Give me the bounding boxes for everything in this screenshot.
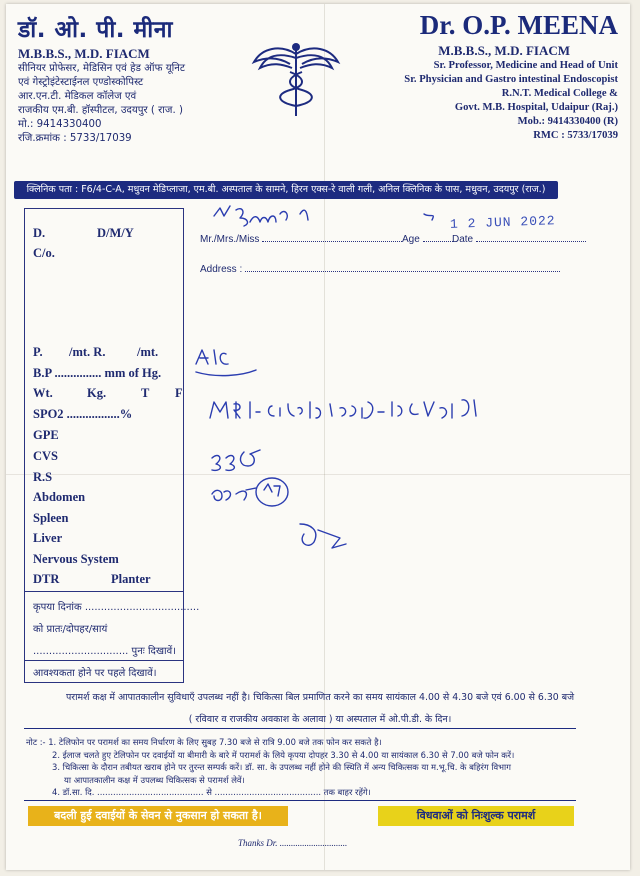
notes-section <box>26 736 576 799</box>
header-english-line: R.N.T. Medical College & <box>501 88 618 99</box>
d-label: D. <box>33 226 46 240</box>
header-hindi-line: मो.: 9414330400 <box>18 119 102 130</box>
note-line: या आपातकालीन कक्ष में उपलब्ध चिकित्सक से परामर्श लेवें। <box>64 774 245 785</box>
bp-label: B.P ............... mm of Hg. <box>33 366 162 380</box>
weight-label: Wt. <box>33 386 53 400</box>
fahrenheit-label: F <box>175 386 183 400</box>
free-consultation-banner: विधवाओं को निःशुल्क परामर्श <box>378 806 574 826</box>
exam-item: CVS <box>33 449 59 463</box>
followup-line: आवश्यकता होने पर पहले दिखावें। <box>33 668 157 679</box>
degrees-hindi: M.B.B.S., M.D. FIACM <box>18 46 150 61</box>
followup-line: कृपया दिनांक .................................... <box>33 602 200 613</box>
dmy-label: D/M/Y <box>97 226 134 240</box>
clinical-notes-panel <box>24 208 200 683</box>
header-english-line: Sr. Physician and Gastro intestinal Endoscopist <box>404 74 618 85</box>
panel-divider <box>25 660 183 661</box>
exam-item: Abdomen <box>33 490 86 504</box>
dtr-label: DTR <box>33 572 60 586</box>
age-field[interactable] <box>402 234 453 245</box>
exam-item: R.S <box>33 470 53 484</box>
header-english <box>328 10 618 143</box>
kg-label: Kg. <box>87 386 107 400</box>
followup-line: को प्रातः/दोपहर/सायं <box>33 624 108 635</box>
banner-divider <box>24 800 576 801</box>
exam-item: Liver <box>33 531 63 545</box>
header-english-line: Govt. M.B. Hospital, Udaipur (Raj.) <box>454 102 618 113</box>
spo2-label: SPO2 .................% <box>33 407 133 421</box>
age-label: Age <box>402 234 420 245</box>
header-hindi-line: सीनियर प्रोफेसर, मेडिसिन एवं हेड ऑफ यूनिट <box>18 63 186 74</box>
note-line: 3. चिकित्सा के दौरान तबीयत खराब होने पर तुरन्त सम्पर्क करें। डॉ. सा. के उपलब्ध नहीं होने की स्थिति में अन्य चिकित्सक या म.भू.चि. के बहिरंग विभाग <box>52 762 511 772</box>
pulse-unit: /mt. R. <box>69 345 106 359</box>
patient-name-field[interactable] <box>200 234 402 245</box>
resp-unit: /mt. <box>137 345 159 359</box>
address-label: Address : <box>200 264 243 275</box>
header-english-line: Sr. Professor, Medicine and Head of Unit <box>433 60 618 71</box>
note-line: 2. ईलाज चलते हुए टेलिफोन पर दवाईयों या बीमारी के बारे में परामर्श के लिये कृपया दोपहर 3.30 से 4.00 या सायंकाल 6.30 से 7.00 बजे फोन करें। <box>52 749 515 760</box>
date-label: Date <box>452 234 474 245</box>
header-hindi-line: रजि.क्रमांक : 5733/17039 <box>18 133 132 144</box>
header-hindi-line: राजकीय एम.बी. हॉस्पीटल, उदयपुर ( राज. ) <box>18 105 183 116</box>
pulse-label: P. <box>33 345 43 359</box>
header-hindi-line: एवं गेस्ट्रोइंटेस्टाईनल एण्डोस्कोपिस्ट <box>18 77 144 88</box>
note-line: 4. डॉ.सा. दि. ........................................ से ........................................ तक बाहर रहेंगे। <box>52 787 371 797</box>
note-line: नोट :- 1. टेलिफोन पर परामर्श का समय निर्धारण के लिए सुबह 7.30 बजे से रात्रि 9.00 बजे तक फोन कर सकते है। <box>26 737 382 747</box>
clinic-address-bar: क्लिनिक पता : F6/4-C-A, मधुवन मेडिप्लाजा, एम.बी. अस्पताल के सामने, हिरन एक्स-रे वाली गली, अनिल क्लिनिक के पास, मधुवन, उदयपुर (राज.) <box>14 181 558 199</box>
address-field[interactable] <box>200 264 560 275</box>
notice-line: परामर्श कक्ष में आपातकालीन सुविधाएँ उपलब्ध नहीं है। चिकित्सा बिल प्रमाणित करने का समय सायंकाल 4.00 से 4.30 बजे एवं 6.00 से 6.30 बजे <box>65 692 575 703</box>
thanks-line: Thanks Dr. .............................. <box>238 838 348 848</box>
header-hindi-line: आर.एन.टी. मेडिकल कॉलेज एवं <box>18 91 137 102</box>
patient-name-label: Mr./Mrs./Miss <box>200 234 260 245</box>
panel-divider <box>25 591 183 592</box>
doctor-name-english: Dr. O.P. MEENA <box>419 10 618 40</box>
warning-banner: बदली हुई दवाईयों के सेवन से नुकसान हो सकता है। <box>28 806 288 826</box>
notice-line: ( रविवार व राजकीय अवकाश के अलावा ) या अस्पताल में ओ.पी.डी. के दिन। <box>188 714 452 725</box>
header-hindi <box>18 12 278 146</box>
exam-item: Spleen <box>33 511 69 525</box>
notes-divider <box>24 728 576 729</box>
exam-item: Nervous System <box>33 552 119 566</box>
doctor-name-hindi: डॉ. ओ. पी. मीना <box>18 17 173 43</box>
co-label: C/o. <box>33 246 55 260</box>
exam-item: GPE <box>33 428 59 442</box>
header-english-line: RMC : 5733/17039 <box>533 130 618 141</box>
degrees-english: M.B.B.S., M.D. FIACM <box>438 43 570 58</box>
date-stamp: 1 2 JUN 2022 <box>449 213 556 232</box>
date-field[interactable] <box>452 234 586 245</box>
planter-label: Planter <box>111 572 151 586</box>
temp-label: T <box>141 386 150 400</box>
followup-line: .............................. पुनः दिखावें। <box>33 646 176 657</box>
header-english-line: Mob.: 9414330400 (R) <box>517 116 618 127</box>
